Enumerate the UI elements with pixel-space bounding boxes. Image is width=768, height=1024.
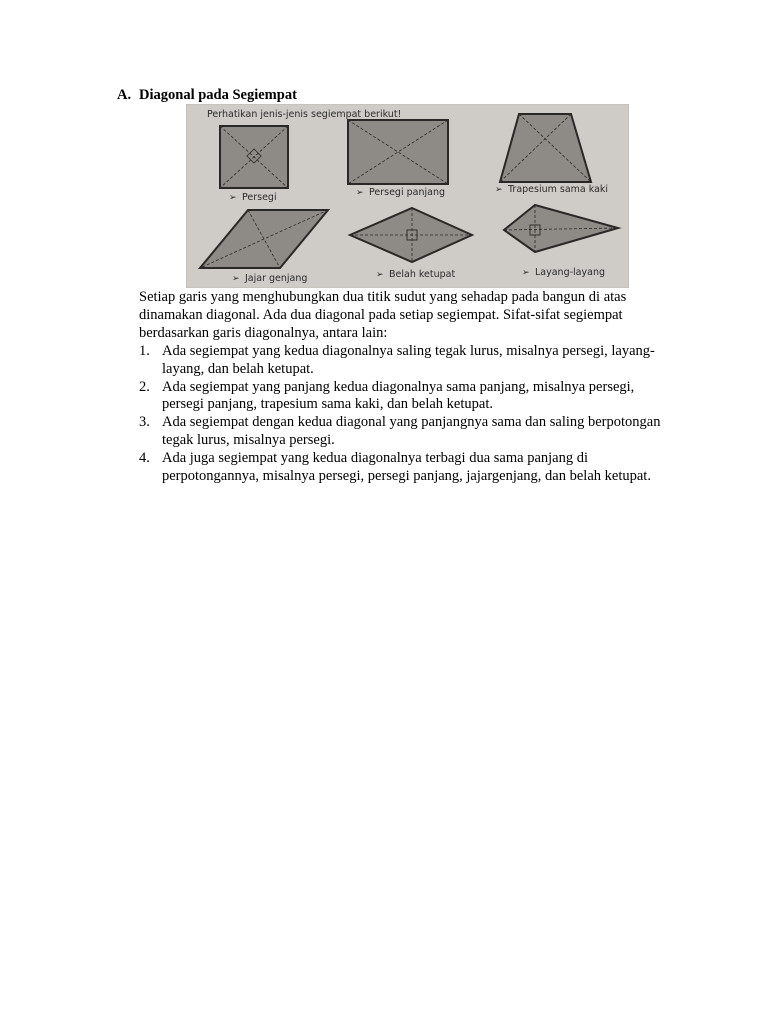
svg-text:Persegi panjang: Persegi panjang (369, 187, 446, 198)
square-shape (220, 126, 288, 188)
svg-text:Belah ketupat: Belah ketupat (389, 269, 456, 280)
rectangle-shape (348, 120, 448, 184)
svg-text:➢: ➢ (495, 185, 503, 195)
properties-list (139, 343, 679, 486)
isosceles-trapezoid-label (495, 184, 608, 195)
svg-text:➢: ➢ (232, 274, 240, 284)
kite-label (522, 267, 605, 278)
square-label (229, 192, 277, 203)
list-number: 3. (139, 414, 150, 431)
quadrilateral-figure (186, 104, 629, 288)
list-text: Ada segiempat dengan kedua diagonal yang panjangnya sama dan saling berpotongan tegak lurus, misalnya persegi. (162, 414, 661, 449)
svg-text:➢: ➢ (229, 193, 237, 203)
list-text: Ada segiempat yang kedua diagonalnya saling tegak lurus, misalnya persegi, layang-layang, dan belah ketupat. (162, 342, 655, 377)
text-body (139, 289, 679, 486)
svg-text:Layang-layang: Layang-layang (535, 267, 605, 278)
quadrilateral-photo (186, 104, 629, 288)
svg-text:Persegi: Persegi (242, 192, 277, 203)
intro-paragraph: Setiap garis yang menghubungkan dua titik sudut yang sehadap pada bangun di atas dinamakan diagonal. Ada dua diagonal pada setiap segiempat. Sifat-sifat segiempat berdasarkan garis diagonalnya, antara lain: (139, 289, 627, 341)
section-heading (117, 87, 297, 104)
list-number: 4. (139, 450, 150, 467)
list-number: 1. (139, 342, 150, 359)
svg-text:Trapesium sama kaki: Trapesium sama kaki (508, 184, 609, 195)
list-item (139, 343, 679, 379)
list-item (139, 414, 679, 450)
section-title: Diagonal pada Segiempat (139, 87, 297, 103)
list-text: Ada juga segiempat yang kedua diagonalnya terbagi dua sama panjang di perpotongannya, misalnya persegi, persegi panjang, jajargenjang, dan belah ketupat. (162, 450, 651, 485)
svg-text:➢: ➢ (522, 268, 530, 278)
svg-text:Jajar genjang: Jajar genjang (245, 273, 308, 284)
section-letter: A. (117, 87, 132, 103)
list-item (139, 450, 679, 486)
svg-text:➢: ➢ (376, 270, 384, 280)
list-text: Ada segiempat yang panjang kedua diagonalnya sama panjang, misalnya persegi, persegi panjang, trapesium sama kaki, dan belah ketupat. (162, 378, 635, 413)
list-number: 2. (139, 378, 150, 395)
figure-instruction: Perhatikan jenis-jenis segiempat berikut! (207, 109, 402, 120)
list-item (139, 379, 679, 415)
svg-text:➢: ➢ (356, 188, 364, 198)
rectangle-label (356, 187, 445, 198)
